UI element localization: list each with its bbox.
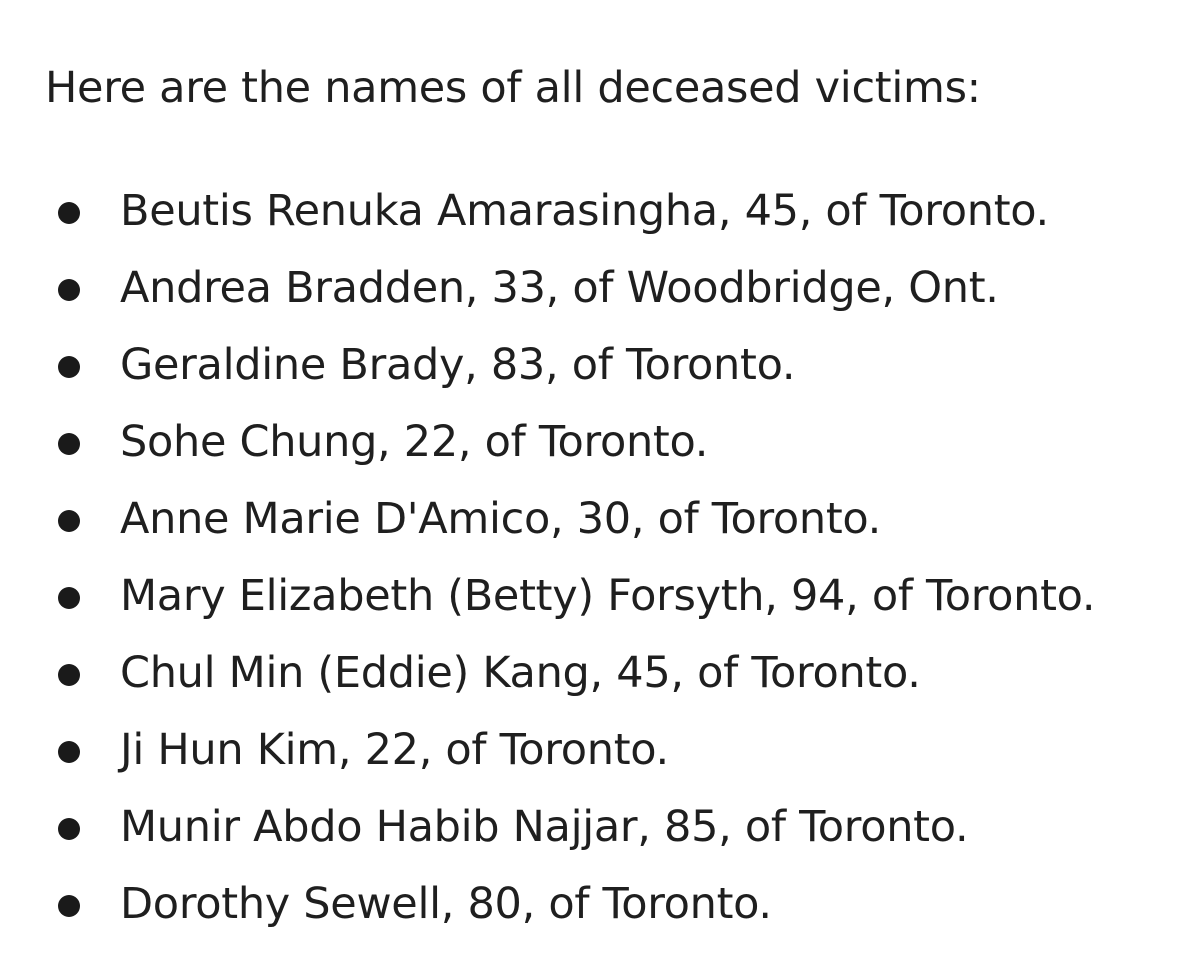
- victim-entry: Beutis Renuka Amarasingha, 45, of Toronto.: [120, 186, 1049, 236]
- victim-entry: Ji Hun Kim, 22, of Toronto.: [120, 725, 669, 775]
- list-item: [0, 561, 1200, 638]
- bullet-icon: [58, 895, 80, 917]
- victim-entry: Dorothy Sewell, 80, of Toronto.: [120, 879, 772, 929]
- victim-entry: Anne Marie D'Amico, 30, of Toronto.: [120, 494, 882, 544]
- list-item: [0, 176, 1200, 253]
- bullet-icon: [58, 510, 80, 532]
- bullet-icon: [58, 279, 80, 301]
- victim-entry: Chul Min (Eddie) Kang, 45, of Toronto.: [120, 648, 921, 698]
- victim-entry: Munir Abdo Habib Najjar, 85, of Toronto.: [120, 802, 969, 852]
- list-item: [0, 792, 1200, 869]
- victim-entry: Mary Elizabeth (Betty) Forsyth, 94, of Toronto.: [120, 571, 1096, 621]
- victim-entry: Geraldine Brady, 83, of Toronto.: [120, 340, 796, 390]
- victim-list: [0, 176, 1200, 946]
- list-item: [0, 330, 1200, 407]
- list-item: [0, 407, 1200, 484]
- bullet-icon: [58, 587, 80, 609]
- intro-text: Here are the names of all deceased victims:: [45, 63, 981, 113]
- bullet-icon: [58, 664, 80, 686]
- bullet-icon: [58, 356, 80, 378]
- victim-entry: Andrea Bradden, 33, of Woodbridge, Ont.: [120, 263, 999, 313]
- bullet-icon: [58, 818, 80, 840]
- bullet-icon: [58, 202, 80, 224]
- victim-entry: Sohe Chung, 22, of Toronto.: [120, 417, 709, 467]
- list-item: [0, 869, 1200, 946]
- bullet-icon: [58, 433, 80, 455]
- list-item: [0, 253, 1200, 330]
- list-item: [0, 638, 1200, 715]
- list-item: [0, 715, 1200, 792]
- list-item: [0, 484, 1200, 561]
- bullet-icon: [58, 741, 80, 763]
